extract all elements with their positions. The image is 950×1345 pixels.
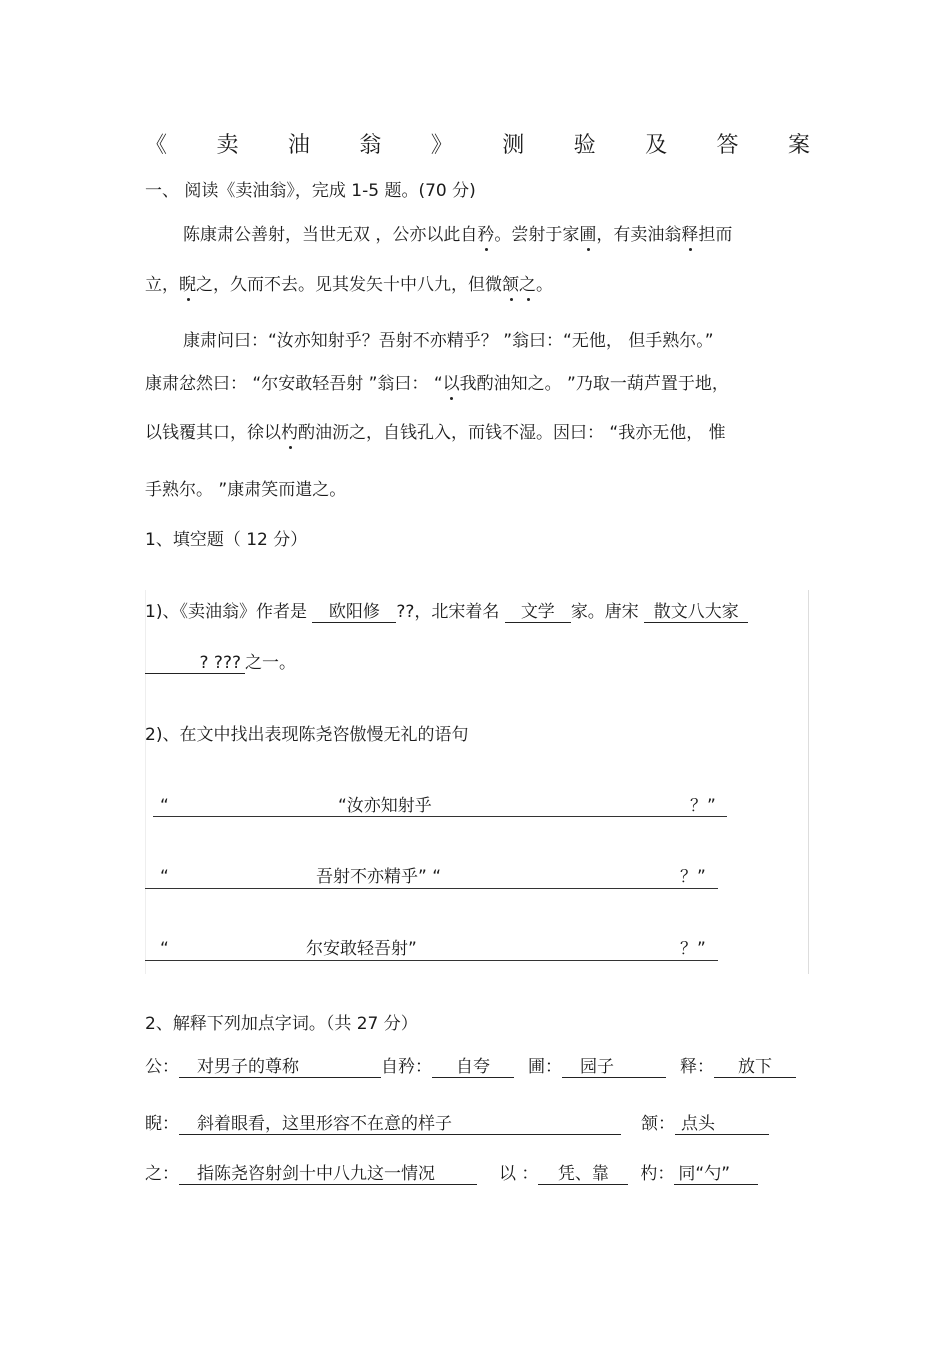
term-answer: 凭、靠	[538, 1166, 628, 1185]
item-text: 之一。	[245, 653, 296, 673]
term-label: 颔：	[641, 1114, 675, 1134]
term-answer: 放下	[714, 1059, 796, 1078]
term-label: 自矜：	[381, 1057, 432, 1077]
title-char: 及	[645, 133, 668, 158]
title-char: 测	[502, 133, 525, 158]
quote-open: “	[160, 939, 169, 959]
passage-text: 善射，当世无双 ，公亦以此自	[251, 225, 478, 245]
title-char: 答	[716, 133, 739, 158]
dotted-char: 颔	[502, 275, 519, 295]
term-answer: 园子	[562, 1059, 666, 1078]
passage-text: 之，久而不去。见其发矢十中八九，但微	[196, 275, 502, 295]
answer-line	[145, 960, 718, 961]
quote-text: “汝亦知射乎	[338, 796, 432, 816]
dotted-char: 圃	[579, 225, 597, 245]
passage-text: 以钱覆其口，徐以	[145, 423, 281, 443]
question-item: 2)、在文中找出表现陈尧咨傲慢无礼的语句	[145, 725, 469, 745]
answer-blank: 文学	[505, 604, 571, 623]
dotted-char: 睨	[179, 275, 196, 295]
title-char: 《	[145, 133, 168, 158]
item-text: ??，北宋着名	[396, 602, 505, 622]
passage-text: 担而	[698, 225, 733, 245]
dotted-char: 杓	[281, 423, 298, 443]
answer-frame	[145, 590, 809, 974]
term-answer: 斜着眼看，这里形容不在意的样子	[179, 1116, 621, 1135]
title-char: 翁	[359, 133, 382, 158]
definition-row	[145, 1166, 758, 1185]
term-label: 公：	[145, 1057, 179, 1077]
title-char: 案	[787, 133, 810, 158]
quote-close: ？”	[680, 867, 706, 887]
definition-row	[145, 1116, 769, 1135]
title-char: 》	[430, 133, 453, 158]
dotted-char: 释	[681, 225, 699, 245]
title-char: 验	[573, 133, 596, 158]
passage-text: 立，	[145, 275, 179, 295]
passage-text: 。尝射于家	[494, 225, 580, 245]
answer-line	[153, 816, 727, 817]
passage-line	[145, 376, 729, 393]
quote-open: “	[160, 796, 169, 816]
item-text: 1)、《卖油翁》作者是	[145, 602, 313, 622]
passage-line: 手熟尔。 ”康肃笑而遣之。	[145, 480, 347, 500]
title-char: 油	[287, 133, 310, 158]
term-label: 以 ：	[499, 1164, 539, 1184]
quote-open: “	[160, 867, 169, 887]
question-heading: 1、填空题（ 12 分）	[145, 530, 308, 550]
answer-line	[145, 888, 718, 889]
passage-line	[145, 277, 553, 294]
passage-text: 。	[536, 275, 553, 295]
item-text: 家。唐宋	[570, 602, 645, 622]
passage-line: 康肃问曰：“汝亦知射乎？吾射不亦精乎？ ”翁曰：“无他， 但手熟尔。”	[183, 331, 714, 351]
answer-blank: 散文八大家	[644, 604, 748, 623]
answer-blank: ? ???	[145, 655, 245, 674]
quote-text: 吾射不亦精乎” “	[316, 867, 442, 887]
section-heading: 一、 阅读《卖油翁》，完成 1-5 题。(70 分)	[145, 181, 476, 201]
quote-close: ？”	[680, 939, 706, 959]
question-heading: 2、解释下列加点字词。（共 27 分）	[145, 1014, 418, 1034]
passage-text: 酌油沥之，自钱孔入，而钱不湿。因曰： “我亦无他， 惟	[298, 423, 726, 443]
term-label: 释：	[680, 1057, 714, 1077]
passage-text: 康肃忿然曰： “尔安敢轻吾射 ”翁曰： “	[145, 374, 443, 394]
dotted-char: 以	[442, 374, 460, 394]
page-title	[145, 128, 810, 159]
term-label: 睨：	[145, 1114, 179, 1134]
passage-text: 陈康肃公	[183, 225, 251, 245]
term-answer: 对男子的尊称	[179, 1059, 381, 1078]
answer-blank: 欧阳修	[312, 604, 396, 623]
dotted-char: 矜	[477, 225, 495, 245]
passage-text: ，有卖油翁	[596, 225, 682, 245]
definition-row	[145, 1059, 796, 1078]
fill-blank-item	[145, 655, 296, 674]
quote-close: ？”	[690, 796, 716, 816]
term-label: 圃：	[528, 1057, 562, 1077]
term-answer: 自夸	[432, 1059, 514, 1078]
term-answer: 点头	[675, 1116, 769, 1135]
term-label: 杓：	[640, 1164, 675, 1184]
quote-text: 尔安敢轻吾射”	[306, 939, 417, 959]
passage-line	[183, 227, 732, 244]
passage-text: 我酌油知之。 ”乃取一葫芦置于地，	[459, 374, 729, 394]
term-label: 之：	[145, 1164, 179, 1184]
term-answer: 指陈尧咨射剑十中八九这一情况	[179, 1166, 477, 1185]
term-answer: 同“勺”	[674, 1166, 758, 1185]
title-char: 卖	[216, 133, 239, 158]
dotted-char: 之	[519, 275, 536, 295]
fill-blank-item	[145, 604, 748, 623]
passage-line	[145, 425, 726, 442]
